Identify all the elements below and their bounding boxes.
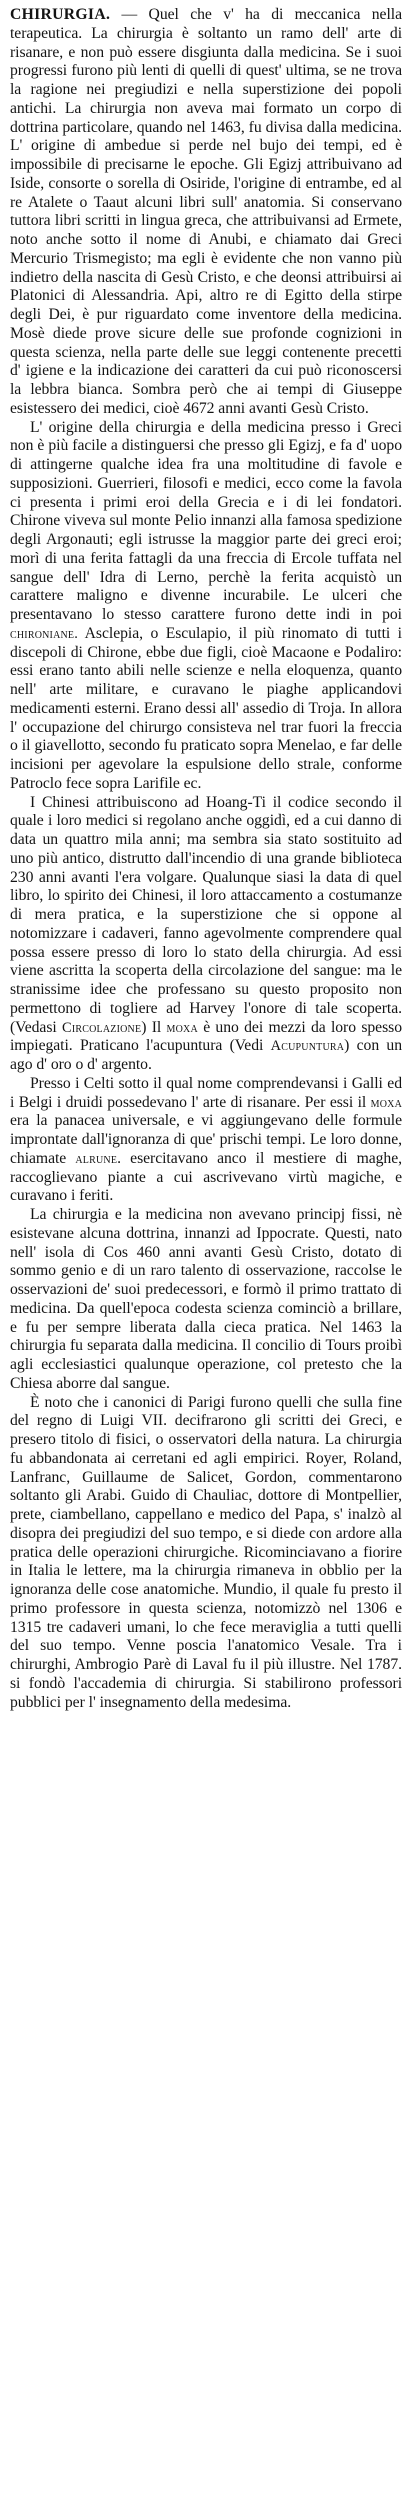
headword: CHIRURGIA. <box>10 6 111 23</box>
paragraph-5-text: La chirurgia e la medicina non avevano principj fissi, nè esistevane alcuna dottrina, innanzi ad Ippocrate. Questi, nato nell' isola di Cos 460 anni avanti Gesù Cristo, dotato di sommo genio e di un raro talento di osservazione, raccolse le osservazioni de' suoi predecessori, e formò il primo trattato di medicina. Da quell'epoca codesta scienza cominciò a brillare, e fu per sempre liberata dalla cieca pratica. Nel 1463 la chirurgia fu separata dalla medicina. Il concilio di Tours proibì agli ecclesiastici qualunque operazione, col pretesto che la Chiesa aborre dal sangue. <box>10 1206 402 1392</box>
paragraph-6-text: È noto che i canonici di Parigi furono quelli che sulla fine del regno di Luigi VII. decifrarono gli scritti dei Greci, e presero titolo di fisici, o osservatori della natura. La chirurgia fu abbandonata ai cerretani ed agli empirici. Royer, Roland, Lanfranc, Guillaume de Salicet, Gordon, commentarono soltanto gli Arabi. Guido di Chauliac, dottore di Montpellier, prete, ciambellano, cappellano e medico del Papa, s' inalzò al disopra dei pregiudizi del suo tempo, e si diede con ardore alla pratica delle operazioni chirurgiche. Ricominciavano a fiorire in Italia le lettere, ma la chirurgia rimaneva in obblio per la ignoranza delle cose anatomiche. Mundio, il quale fu presto il primo professore in questa scienza, notomizzò nel 1306 e 1315 tre cadaveri umani, lo che fece meraviglia a tutti quelli del suo tempo. Venne poscia l'anatomico Vesale. Tra i chirurghi, Ambrogio Parè di Laval fu il più illustre. Nel 1787. si fondò l'accademia di chirurgia. Si stabilirono professori pubblici per l' insegnamento della medesima. <box>10 1393 402 1711</box>
paragraph-4-text-a: Presso i Celti sotto il qual nome comprendevansi i Galli ed i Belgi i druidi possedevano l' arte di risanare. Per essi il <box>10 1074 402 1111</box>
paragraph-3-text-d: ) con un ago d' oro o d' argento. <box>10 1037 402 1073</box>
paragraph-1-text: — Quel che v' ha di meccanica nella terapeutica. La chirurgia è soltanto un ramo dell' arte di risanare, e non può essere disgiunta dalla medicina. Se i suoi progressi furono più lenti di quelli di quest' ultima, se ne trova la ragione nei pregiudizi e nella superstizione dei popoli antichi. La chirurgia non aveva mai formato un corpo di dottrina particolare, quando nel 1463, fu divisa dalla medicina. L' origine di ambedue si perde nel bujo dei tempi, ed è impossibile di precisarne le epoche. Gli Egizj attribuivano ad Iside, consorte o sorella di Osiride, l'origine di entrambe, ed al re Atalete o Taaut alcuni libri sull' anatomia. Si conservano tuttora libri scritti in lingua greca, che attribuivansi ad Ermete, noto anche sotto il nome di Anubi, e chiamato dai Greci Mercurio Trismegisto; ma egli è evidente che non vanno più indietro della nascita di Gesù Cristo, e che deonsi attribuirsi ai Platonici di Alessandria. Api, altro re di Egitto della stirpe degli Dei, è pur riguardato come inventore della medicina. Mosè diede prove sicure delle sue profonde cognizioni in questa scienza, nella parte delle sue leggi contenente precetti d' igiene e la indicazione dei caratteri da cui può riconoscersi la lebbra bianca. Sombra però che ai tempi di Giuseppe esistessero dei medici, cioè 4672 anni avanti Gesù Cristo. <box>10 6 402 417</box>
paragraph-4 <box>10 1075 402 1206</box>
paragraph-1 <box>10 6 402 419</box>
paragraph-4-text-c: . esercitavano anco il mestiere di maghe, raccoglievano piante a cui ascrivevano virtù magiche, e curavano i feriti. <box>10 1149 403 1205</box>
paragraph-2-text-b: Asclepia, o Esculapio, il più rinomato di tutti i discepoli di Chirone, ebbe due figli, cioè Macaone e Podaliro: essi erano tanto abili nelle scienze e nella eloquenza, quanto nell' arte militare, e curavano le piaghe applicandovi medicamenti esterni. Erano dessi all' assedio di Troja. In allora l' occupazione del chirurgo consisteva nel trar fuori la freccia o il giavellotto, secondo fu praticato sopra Menelao, e far delle incisioni per agevolare la espulsione dello strale, conforme Patroclo fece sopra Larifile ec. <box>10 624 402 792</box>
term-chironiane: chironiane. <box>10 625 79 642</box>
paragraph-3 <box>10 794 402 1075</box>
paragraph-6 <box>10 1394 402 1713</box>
term-alrune: alrune <box>75 1150 118 1167</box>
paragraph-3-text-c: è uno dei mezzi da loro spesso impiegati. Praticano l'acupuntura (Vedi <box>10 1018 403 1055</box>
paragraph-4-text-b: era la panacea universale, e vi aggiungevano delle formule improntate dall'ignoranza di que' prischi tempi. Le loro donne, chiamate <box>10 1112 402 1167</box>
term-acupuntura: Acupuntura <box>270 1038 345 1055</box>
term-circolazione: Circolazione <box>62 1019 142 1036</box>
paragraph-2 <box>10 419 402 794</box>
term-moxa-celti: moxa <box>370 1094 402 1111</box>
paragraph-3-text-b: ) Il <box>141 1018 167 1036</box>
paragraph-2-text-a: L' origine della chirurgia e della medicina presso i Greci non è più facile a distinguersi che presso gli Egizj, e fa d' uopo di attingerne qualche idea fra una moltitudine di favole e supposizioni. Guerrieri, filosofi e medici, ecco come la favola ci presenta i primi eroi della Grecia e i di lei fondatori. Chirone viveva sul monte Pelio innanzi alla famosa spedizione degli Argonauti; egli istrusse la maggior parte dei greci eroi; morì di una ferita fattagli da una freccia di Ercole tuffata nel sangue dell' Idra di Lerno, perchè la ferita acquistò un carattere maligno e divenne incurabile. Le ulceri che presentavano lo stesso carattere furono dette indi in poi <box>10 418 402 623</box>
paragraph-3-text-a: I Chinesi attribuiscono ad Hoang-Ti il codice secondo il quale i loro medici si regolano anche oggidì, ed a cui danno di data un quattro mila anni; ma sembra sia stato sostituito ad uno più antico, distrutto dall'incendio di una grande biblioteca 230 anni avanti l'era volgare. Qualunque siasi la data di quel libro, lo spirito dei Chinesi, il loro attaccamento a costumanze di mera pratica, e la superstizione che si oppone al notomizzare i cadaveri, fanno agevolmente comprendere qual possa essere presso di loro lo stato della chirurgia. Ad essi viene ascritta la scoperta della circolazione del sangue: ma le stranissime idee che professano su questo proposito non permettono di togliere ad Harvey l'onore di tale scoperta. (Vedasi <box>10 793 402 1036</box>
paragraph-5 <box>10 1206 402 1394</box>
term-moxa: moxa <box>166 1019 198 1036</box>
